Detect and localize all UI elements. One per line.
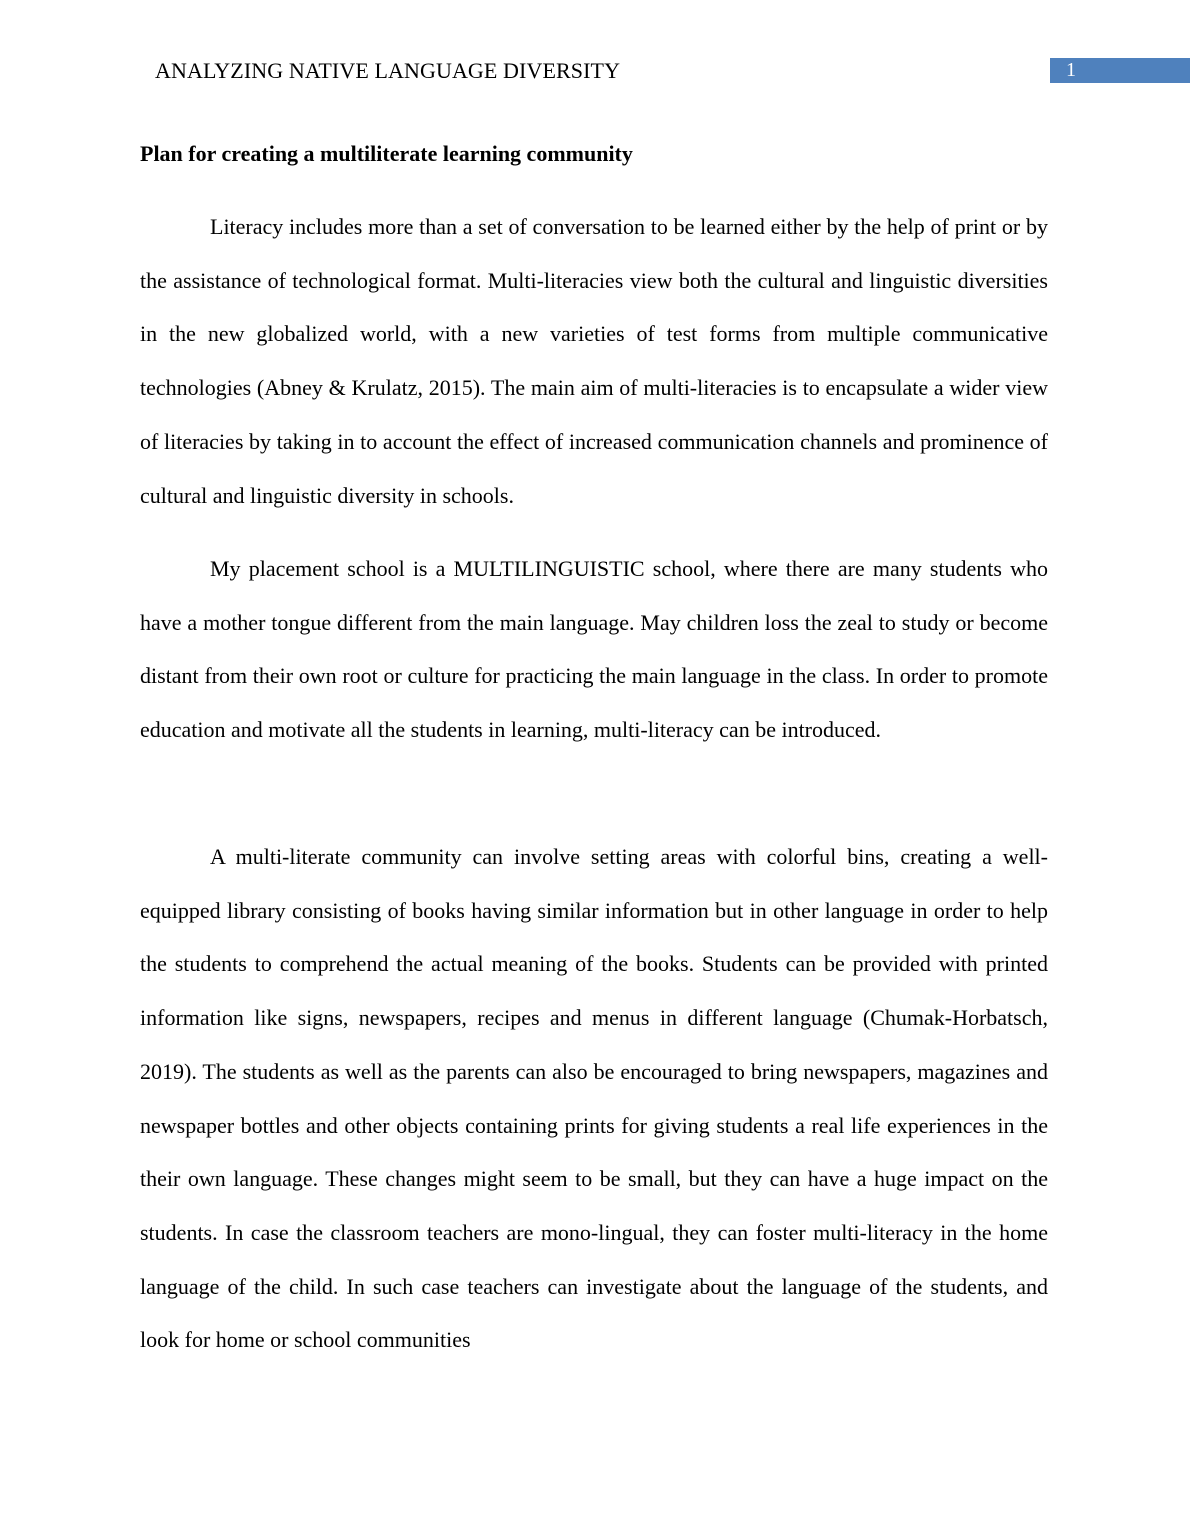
body-paragraph: A multi-literate community can involve setting areas with colorful bins, creating a well-equipped library consisting of books having similar information but in other language in order to help the students to comprehend the actual meaning of the books. Students can be provided with printed information like signs, newspapers, recipes and menus in different language (Chumak-Horbatsch, 2019). The students as well as the parents can also be encouraged to bring newspapers, magazines and newspaper bottles and other objects containing prints for giving students a real life experiences in the their own language. These changes might seem to be small, but they can have a huge impact on the students. In case the classroom teachers are mono-lingual, they can foster multi-literacy in the home language of the child. In such case teachers can investigate about the language of the students, and look for home or school communities [140, 844, 1048, 1353]
body-paragraph: Literacy includes more than a set of conversation to be learned either by the help of print or by the assistance of technological format. Multi-literacies view both the cultural and linguistic diversities in the new globalized world, with a new varieties of test forms from multiple communicative technologies (Abney & Krulatz, 2015). The main aim of multi-literacies is to encapsulate a wider view of literacies by taking in to account the effect of increased communication channels and prominence of cultural and linguistic diversity in schools. [140, 214, 1048, 508]
running-head: ANALYZING NATIVE LANGUAGE DIVERSITY [155, 58, 621, 83]
body-paragraph: My placement school is a MULTILINGUISTIC school, where there are many students who have a mother tongue different from the main language. May children loss the zeal to study or become distant from their own root or culture for practicing the main language in the class. In order to promote education and motivate all the students in learning, multi-literacy can be introduced. [140, 556, 1048, 743]
section-heading: Plan for creating a multiliterate learning community [140, 141, 633, 166]
page-number: 1 [1050, 58, 1190, 83]
